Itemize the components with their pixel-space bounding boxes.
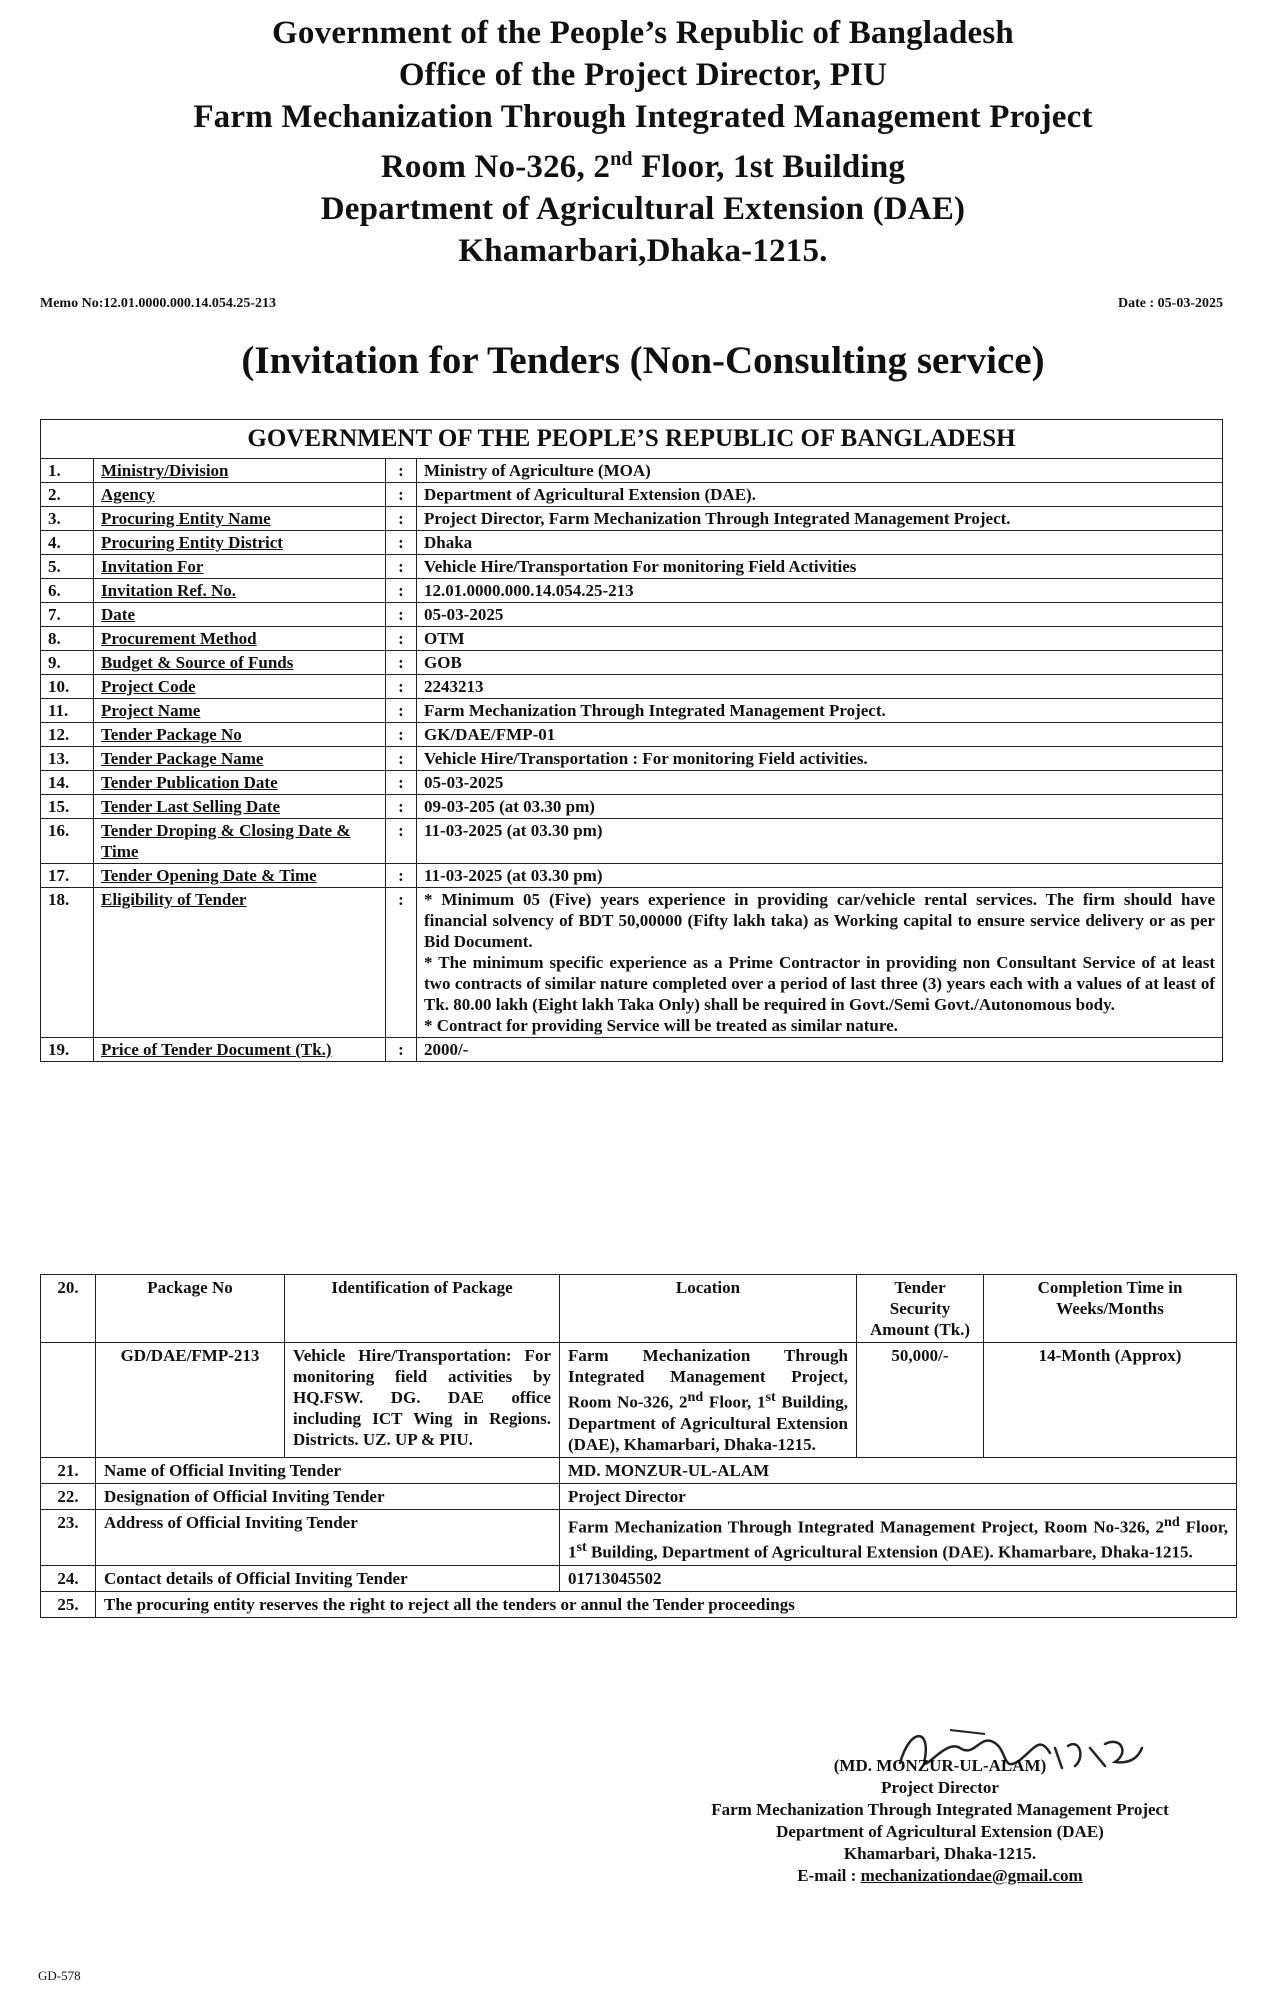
header-security: Tender Security Amount (Tk.) [857, 1275, 984, 1343]
tender-row [41, 888, 1223, 1038]
row-separator: : [386, 459, 417, 483]
row-label: Address of Official Inviting Tender [96, 1509, 560, 1565]
signature-block [640, 1755, 1240, 1887]
row-separator: : [386, 531, 417, 555]
row-label: Name of Official Inviting Tender [96, 1457, 560, 1483]
tender-row [41, 579, 1223, 603]
row-number: 24. [41, 1565, 96, 1591]
row-label [94, 747, 386, 771]
address-sup-1: nd [1164, 1513, 1180, 1530]
row-value: GK/DAE/FMP-01 [417, 723, 1223, 747]
row-number: 6. [41, 579, 94, 603]
row-value: 05-03-2025 [417, 771, 1223, 795]
letterhead [0, 12, 1286, 272]
tender-row [41, 723, 1223, 747]
row-label-text: Tender Package Name [101, 749, 264, 768]
row-label-text: Eligibility of Tender [101, 890, 247, 909]
row-number: 17. [41, 864, 94, 888]
letterhead-room-sup: nd [610, 148, 633, 170]
row-label-text: Date [101, 605, 135, 624]
row-label [94, 699, 386, 723]
row-number: 11. [41, 699, 94, 723]
row-number: 22. [41, 1483, 96, 1509]
header-location: Location [560, 1275, 857, 1343]
location-part-b: Floor, 1 [703, 1392, 766, 1412]
location-part-c: Building, Department of Agricultural Extension (DAE), Khamarbari, Dhaka-1215. [568, 1392, 849, 1454]
row-number: 8. [41, 627, 94, 651]
row-number: 19. [41, 1038, 94, 1062]
row-label [94, 675, 386, 699]
row-separator: : [386, 675, 417, 699]
row-separator: : [386, 579, 417, 603]
reservation-row [41, 1591, 1237, 1617]
signatory-email-line [640, 1865, 1240, 1887]
official-designation-row [41, 1483, 1237, 1509]
row-separator: : [386, 507, 417, 531]
row-label-text: Budget & Source of Funds [101, 653, 294, 672]
row-separator: : [386, 483, 417, 507]
package-row-number: 20. [41, 1275, 96, 1343]
tender-info-table [40, 419, 1223, 1062]
tender-row [41, 1038, 1223, 1062]
row-number: 5. [41, 555, 94, 579]
row-label [94, 603, 386, 627]
row-label [94, 888, 386, 1038]
row-label-text: Invitation For [101, 557, 204, 576]
row-number: 7. [41, 603, 94, 627]
row-label: Contact details of Official Inviting Tender [96, 1565, 560, 1591]
row-value: 05-03-2025 [417, 603, 1223, 627]
row-separator: : [386, 771, 417, 795]
package-security: 50,000/- [857, 1343, 984, 1458]
row-value: Vehicle Hire/Transportation For monitoring Field Activities [417, 555, 1223, 579]
row-label-text: Procurement Method [101, 629, 257, 648]
tender-row [41, 531, 1223, 555]
row-value [560, 1509, 1237, 1565]
signatory-project: Farm Mechanization Through Integrated Management Project [711, 1800, 1169, 1819]
tender-row [41, 507, 1223, 531]
memo-date: Date : 05-03-2025 [1118, 296, 1223, 311]
package-table [40, 1274, 1237, 1618]
package-identification: Vehicle Hire/Transportation: For monitoring field activities by HQ.FSW. DG. DAE office including ICT Wing in Regions. Districts. UZ. UP & PIU. [285, 1343, 560, 1458]
email-link[interactable]: mechanizationdae@gmail.com [860, 1866, 1083, 1885]
eligibility-criterion: * Contract for providing Service will be treated as similar nature. [424, 1016, 898, 1035]
package-empty-no [41, 1343, 96, 1458]
row-label-text: Procuring Entity Name [101, 509, 271, 528]
eligibility-criterion: * Minimum 05 (Five) years experience in providing car/vehicle rental services. The firm should have financial solvency of BDT 50,00000 (Fifty lakh taka) as Working capital to ensure service delivery or as per Bid Document. [424, 890, 1215, 951]
row-separator: : [386, 819, 417, 864]
letterhead-room-prefix: Room No-326, 2 [380, 149, 611, 185]
header-completion: Completion Time in Weeks/Months [984, 1275, 1237, 1343]
row-label [94, 651, 386, 675]
row-number: 1. [41, 459, 94, 483]
row-label [94, 483, 386, 507]
row-separator: : [386, 651, 417, 675]
location-part-a: Farm Mechanization Through Integrated Management Project, Room No-326, 2 [568, 1346, 848, 1412]
row-number: 21. [41, 1457, 96, 1483]
row-label-text: Tender Droping & Closing Date & Time [101, 821, 351, 861]
official-name-row [41, 1457, 1237, 1483]
row-separator: : [386, 627, 417, 651]
row-separator: : [386, 699, 417, 723]
tender-row [41, 627, 1223, 651]
row-label-text: Tender Opening Date & Time [101, 866, 317, 885]
tender-row [41, 483, 1223, 507]
signatory-designation: Project Director [881, 1778, 999, 1797]
row-value: 11-03-2025 (at 03.30 pm) [417, 819, 1223, 864]
official-contact-row [41, 1565, 1237, 1591]
tender-row [41, 771, 1223, 795]
row-number: 18. [41, 888, 94, 1038]
official-address-row [41, 1509, 1237, 1565]
row-separator: : [386, 864, 417, 888]
row-label-text: Tender Last Selling Date [101, 797, 280, 816]
row-value: Farm Mechanization Through Integrated Management Project. [417, 699, 1223, 723]
row-label-text: Invitation Ref. No. [101, 581, 237, 600]
memo-number: Memo No:12.01.0000.000.14.054.25-213 [40, 296, 277, 311]
row-value: MD. MONZUR-UL-ALAM [560, 1457, 1237, 1483]
package-data-row [41, 1343, 1237, 1458]
row-label-text: Project Code [101, 677, 196, 696]
row-value: Department of Agricultural Extension (DAE). [417, 483, 1223, 507]
package-header-row [41, 1275, 1237, 1343]
row-label-text: Project Name [101, 701, 201, 720]
row-value: 2243213 [417, 675, 1223, 699]
row-label-text: Tender Publication Date [101, 773, 278, 792]
row-value: Project Director, Farm Mechanization Through Integrated Management Project. [417, 507, 1223, 531]
tender-row [41, 747, 1223, 771]
row-label [94, 627, 386, 651]
row-value: 11-03-2025 (at 03.30 pm) [417, 864, 1223, 888]
row-value: Project Director [560, 1483, 1237, 1509]
row-separator: : [386, 888, 417, 1038]
row-value: 2000/- [417, 1038, 1223, 1062]
signatory-address: Khamarbari, Dhaka-1215. [843, 1844, 1037, 1863]
row-number: 9. [41, 651, 94, 675]
row-value: 12.01.0000.000.14.054.25-213 [417, 579, 1223, 603]
row-value: GOB [417, 651, 1223, 675]
header-package-no: Package No [96, 1275, 285, 1343]
row-label [94, 795, 386, 819]
letterhead-room-suffix: Floor, 1st Building [632, 149, 906, 185]
address-sup-2: st [576, 1539, 587, 1556]
row-separator: : [386, 747, 417, 771]
letterhead-room [0, 138, 1286, 188]
tender-row [41, 819, 1223, 864]
row-separator: : [386, 723, 417, 747]
letterhead-project: Farm Mechanization Through Integrated Management Project [193, 99, 1093, 135]
package-location [560, 1343, 857, 1458]
row-number: 12. [41, 723, 94, 747]
row-number: 2. [41, 483, 94, 507]
row-value: Dhaka [417, 531, 1223, 555]
row-number: 3. [41, 507, 94, 531]
letterhead-address: Khamarbari,Dhaka-1215. [458, 233, 828, 269]
row-value: Vehicle Hire/Transportation : For monitoring Field activities. [417, 747, 1223, 771]
tender-row [41, 795, 1223, 819]
row-value: 09-03-205 (at 03.30 pm) [417, 795, 1223, 819]
row-label [94, 723, 386, 747]
row-label-text: Price of Tender Document (Tk.) [101, 1040, 332, 1059]
tender-row [41, 651, 1223, 675]
row-label-text: Ministry/Division [101, 461, 229, 480]
row-label [94, 507, 386, 531]
row-separator: : [386, 603, 417, 627]
row-label-text: Tender Package No [101, 725, 242, 744]
address-part-b: Floor, 1 [568, 1517, 1229, 1562]
row-value: Ministry of Agriculture (MOA) [417, 459, 1223, 483]
row-label-text: Procuring Entity District [101, 533, 283, 552]
row-separator: : [386, 1038, 417, 1062]
letterhead-government: Government of the People’s Republic of Bangladesh [272, 15, 1014, 51]
row-label [94, 1038, 386, 1062]
package-no: GD/DAE/FMP-213 [96, 1343, 285, 1458]
tender-row [41, 555, 1223, 579]
reservation-text: The procuring entity reserves the right to reject all the tenders or annul the Tender proceedings [96, 1591, 1237, 1617]
footer-code: GD-578 [38, 1968, 81, 1983]
row-number: 16. [41, 819, 94, 864]
row-number: 15. [41, 795, 94, 819]
address-part-c: Building, Department of Agricultural Extension (DAE). Khamarbare, Dhaka-1215. [586, 1542, 1193, 1562]
package-completion: 14-Month (Approx) [984, 1343, 1237, 1458]
row-label [94, 819, 386, 864]
eligibility-criterion: * The minimum specific experience as a Prime Contractor in providing non Consultant Service of at least two contracts of similar nature completed over a period of last three (3) years each with a values of at least of Tk. 80.00 lakh (Eight lakh Taka Only) shall be required in Govt./Semi Govt./Autonomous body. [424, 953, 1215, 1014]
email-label: E-mail : [797, 1866, 861, 1885]
address-part-a: Farm Mechanization Through Integrated Management Project, Room No-326, 2 [568, 1517, 1164, 1537]
row-separator: : [386, 795, 417, 819]
location-sup-1: nd [687, 1389, 704, 1405]
row-value: OTM [417, 627, 1223, 651]
row-label [94, 531, 386, 555]
tender-row [41, 699, 1223, 723]
row-label [94, 555, 386, 579]
row-number: 14. [41, 771, 94, 795]
row-value [417, 888, 1223, 1038]
row-number: 25. [41, 1591, 96, 1617]
row-number: 23. [41, 1509, 96, 1565]
row-label: Designation of Official Inviting Tender [96, 1483, 560, 1509]
document-title: (Invitation for Tenders (Non-Consulting service) [241, 339, 1045, 382]
tender-row [41, 459, 1223, 483]
location-sup-2: st [765, 1389, 776, 1405]
letterhead-department: Department of Agricultural Extension (DAE) [320, 191, 966, 227]
row-separator: : [386, 555, 417, 579]
row-label [94, 771, 386, 795]
row-number: 4. [41, 531, 94, 555]
row-number: 10. [41, 675, 94, 699]
signatory-department: Department of Agricultural Extension (DAE) [776, 1822, 1104, 1841]
letterhead-office: Office of the Project Director, PIU [398, 57, 888, 93]
tender-row [41, 864, 1223, 888]
tender-row [41, 603, 1223, 627]
row-label [94, 579, 386, 603]
row-number: 13. [41, 747, 94, 771]
tender-row [41, 675, 1223, 699]
tender-table-heading: GOVERNMENT OF THE PEOPLE’S REPUBLIC OF BANGLADESH [41, 420, 1223, 459]
signatory-name: (MD. MONZUR-UL-ALAM) [833, 1756, 1047, 1775]
row-label-text: Agency [101, 485, 155, 504]
row-label [94, 459, 386, 483]
header-identification: Identification of Package [285, 1275, 560, 1343]
row-value: 01713045502 [560, 1565, 1237, 1591]
row-label [94, 864, 386, 888]
